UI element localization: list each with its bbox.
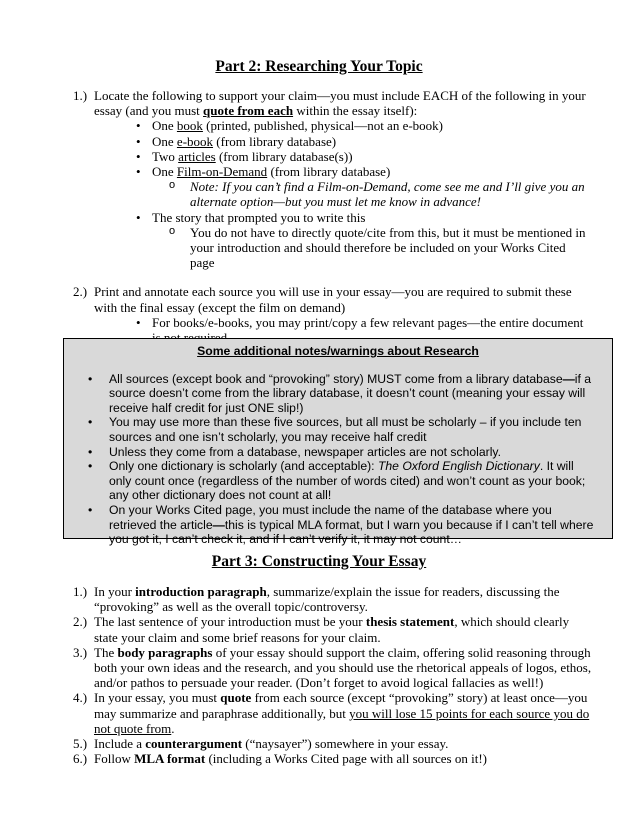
- part3-item: 6.) Follow MLA format (including a Works Cited page with all sources on it!): [73, 751, 487, 767]
- list-item: • For books/e-books, you may print/copy a few relevant pages—the entire document: [94, 315, 593, 345]
- notes-list: [64, 372, 612, 547]
- note-item: • All sources (except book and “provoking” story) MUST come from a library database—if a source doesn’t come from the library database, it doesn’t count (meaning your essay will receive half credit for just ONE slip!): [64, 372, 612, 416]
- part2-list: [73, 88, 593, 345]
- list-item: • One book (printed, published, physical—not an e-book): [94, 118, 593, 133]
- part3-list: [73, 584, 593, 766]
- part3-item: 1.) In your introduction paragraph, summarize/explain the issue for readers, discussing the “provoking” as well as the overall topic/controversy.: [73, 584, 560, 615]
- part2-item-2: 2.) Print and annotate each source you will use in your essay—you are required to submit these with the final essay (except the film on demand) • For books/e-books, you may print/copy a few relevant pages—the entire document: [73, 284, 593, 345]
- list-item: • Two articles (from library database(s)): [94, 149, 593, 164]
- part3-item: 2.) The last sentence of your introduction must be your thesis statement, which should clearly state your claim and some brief reasons for your claim.: [73, 614, 570, 645]
- part3-heading: Part 3: Constructing Your Essay: [211, 553, 427, 570]
- quote-from-each: quote from each: [203, 103, 294, 119]
- list-item: • One e-book (from library database): [94, 134, 593, 149]
- part3-item: 5.) Include a counterargument (“naysayer”) somewhere in your essay.: [73, 736, 449, 752]
- part3-item: 4.) In your essay, you must quote from each source (except “provoking” story) at least once—you may summarize and paraphrase additionally, but you will lose 15 points for each source you do not quote from.: [73, 690, 590, 736]
- list-item: • One Film-on-Demand (from library database) o Note: If you can’t find a Film-on-Demand, come see me and I’ll give you an alternate option—but you must let me know in advance!: [94, 164, 593, 210]
- research-notes-box: [63, 338, 613, 547]
- source-list: [94, 118, 593, 270]
- story-note: o You do not have to directly quote/cite from this, but it must be mentioned in your introduction and should therefore be included on your Works Cited page: [152, 225, 593, 271]
- note-item: • You may use more than these five sources, but all must be scholarly – if you include ten sources and one isn’t scholarly, you may receive half credit: [64, 415, 612, 444]
- note-item: • On your Works Cited page, you must include the name of the database where you retrieved the article—this is typical MLA format, but I warn you because if I can’t tell where you got it, I can’t check it, and if I can’t verify it, it may not count…: [64, 503, 612, 547]
- list-item: • The story that prompted you to write this o You do not have to directly quote/cite from this, but it must be mentioned in your introduction and should therefore be included on your Works Cited page: [94, 210, 593, 271]
- item-number: 1.): [73, 88, 88, 103]
- note-item: • Unless they come from a database, newspaper articles are not scholarly.: [64, 445, 612, 460]
- note-item: • Only one dictionary is scholarly (and acceptable): The Oxford English Dictionary. It will only count once (regardless of the number of words cited) and won’t count as your book; any other dictionary does not count at all!: [64, 459, 612, 503]
- film-note: o Note: If you can’t find a Film-on-Demand, come see me and I’ll give you an alternate option—but you must let me know in advance!: [152, 179, 593, 209]
- part2-heading: Part 2: Researching Your Topic: [215, 58, 423, 75]
- part3-item: 3.) The body paragraphs of your essay should support the claim, offering solid reasoning through both your own ideas and the research, and you should use the rhetorical appeals of logos, ethos, and/or pathos to persuade your reader. (Don’t forget to avoid logical fallacies as well!): [73, 644, 592, 691]
- part2-item-1: 1.) Locate the following to support your claim—you must include EACH of the following in your essay (and you must quote from each within the essay itself): • One book (printed, published, physical—not an e-book) • One e-book (from library database) • Two articles (from library database(s)) • One Film-on-Demand (from library database) o Note: If you can’t find a Film-on-Demand, come see me and I’ll give you an alternate option—but you must let me know in advance! • The story that prompted you to write this o You do not have to directly quote/cite from this, but it must be mentioned in your introduction and should therefore be included on your Works Cited page: [73, 88, 593, 270]
- notes-title: Some additional notes/warnings about Research: [197, 344, 479, 358]
